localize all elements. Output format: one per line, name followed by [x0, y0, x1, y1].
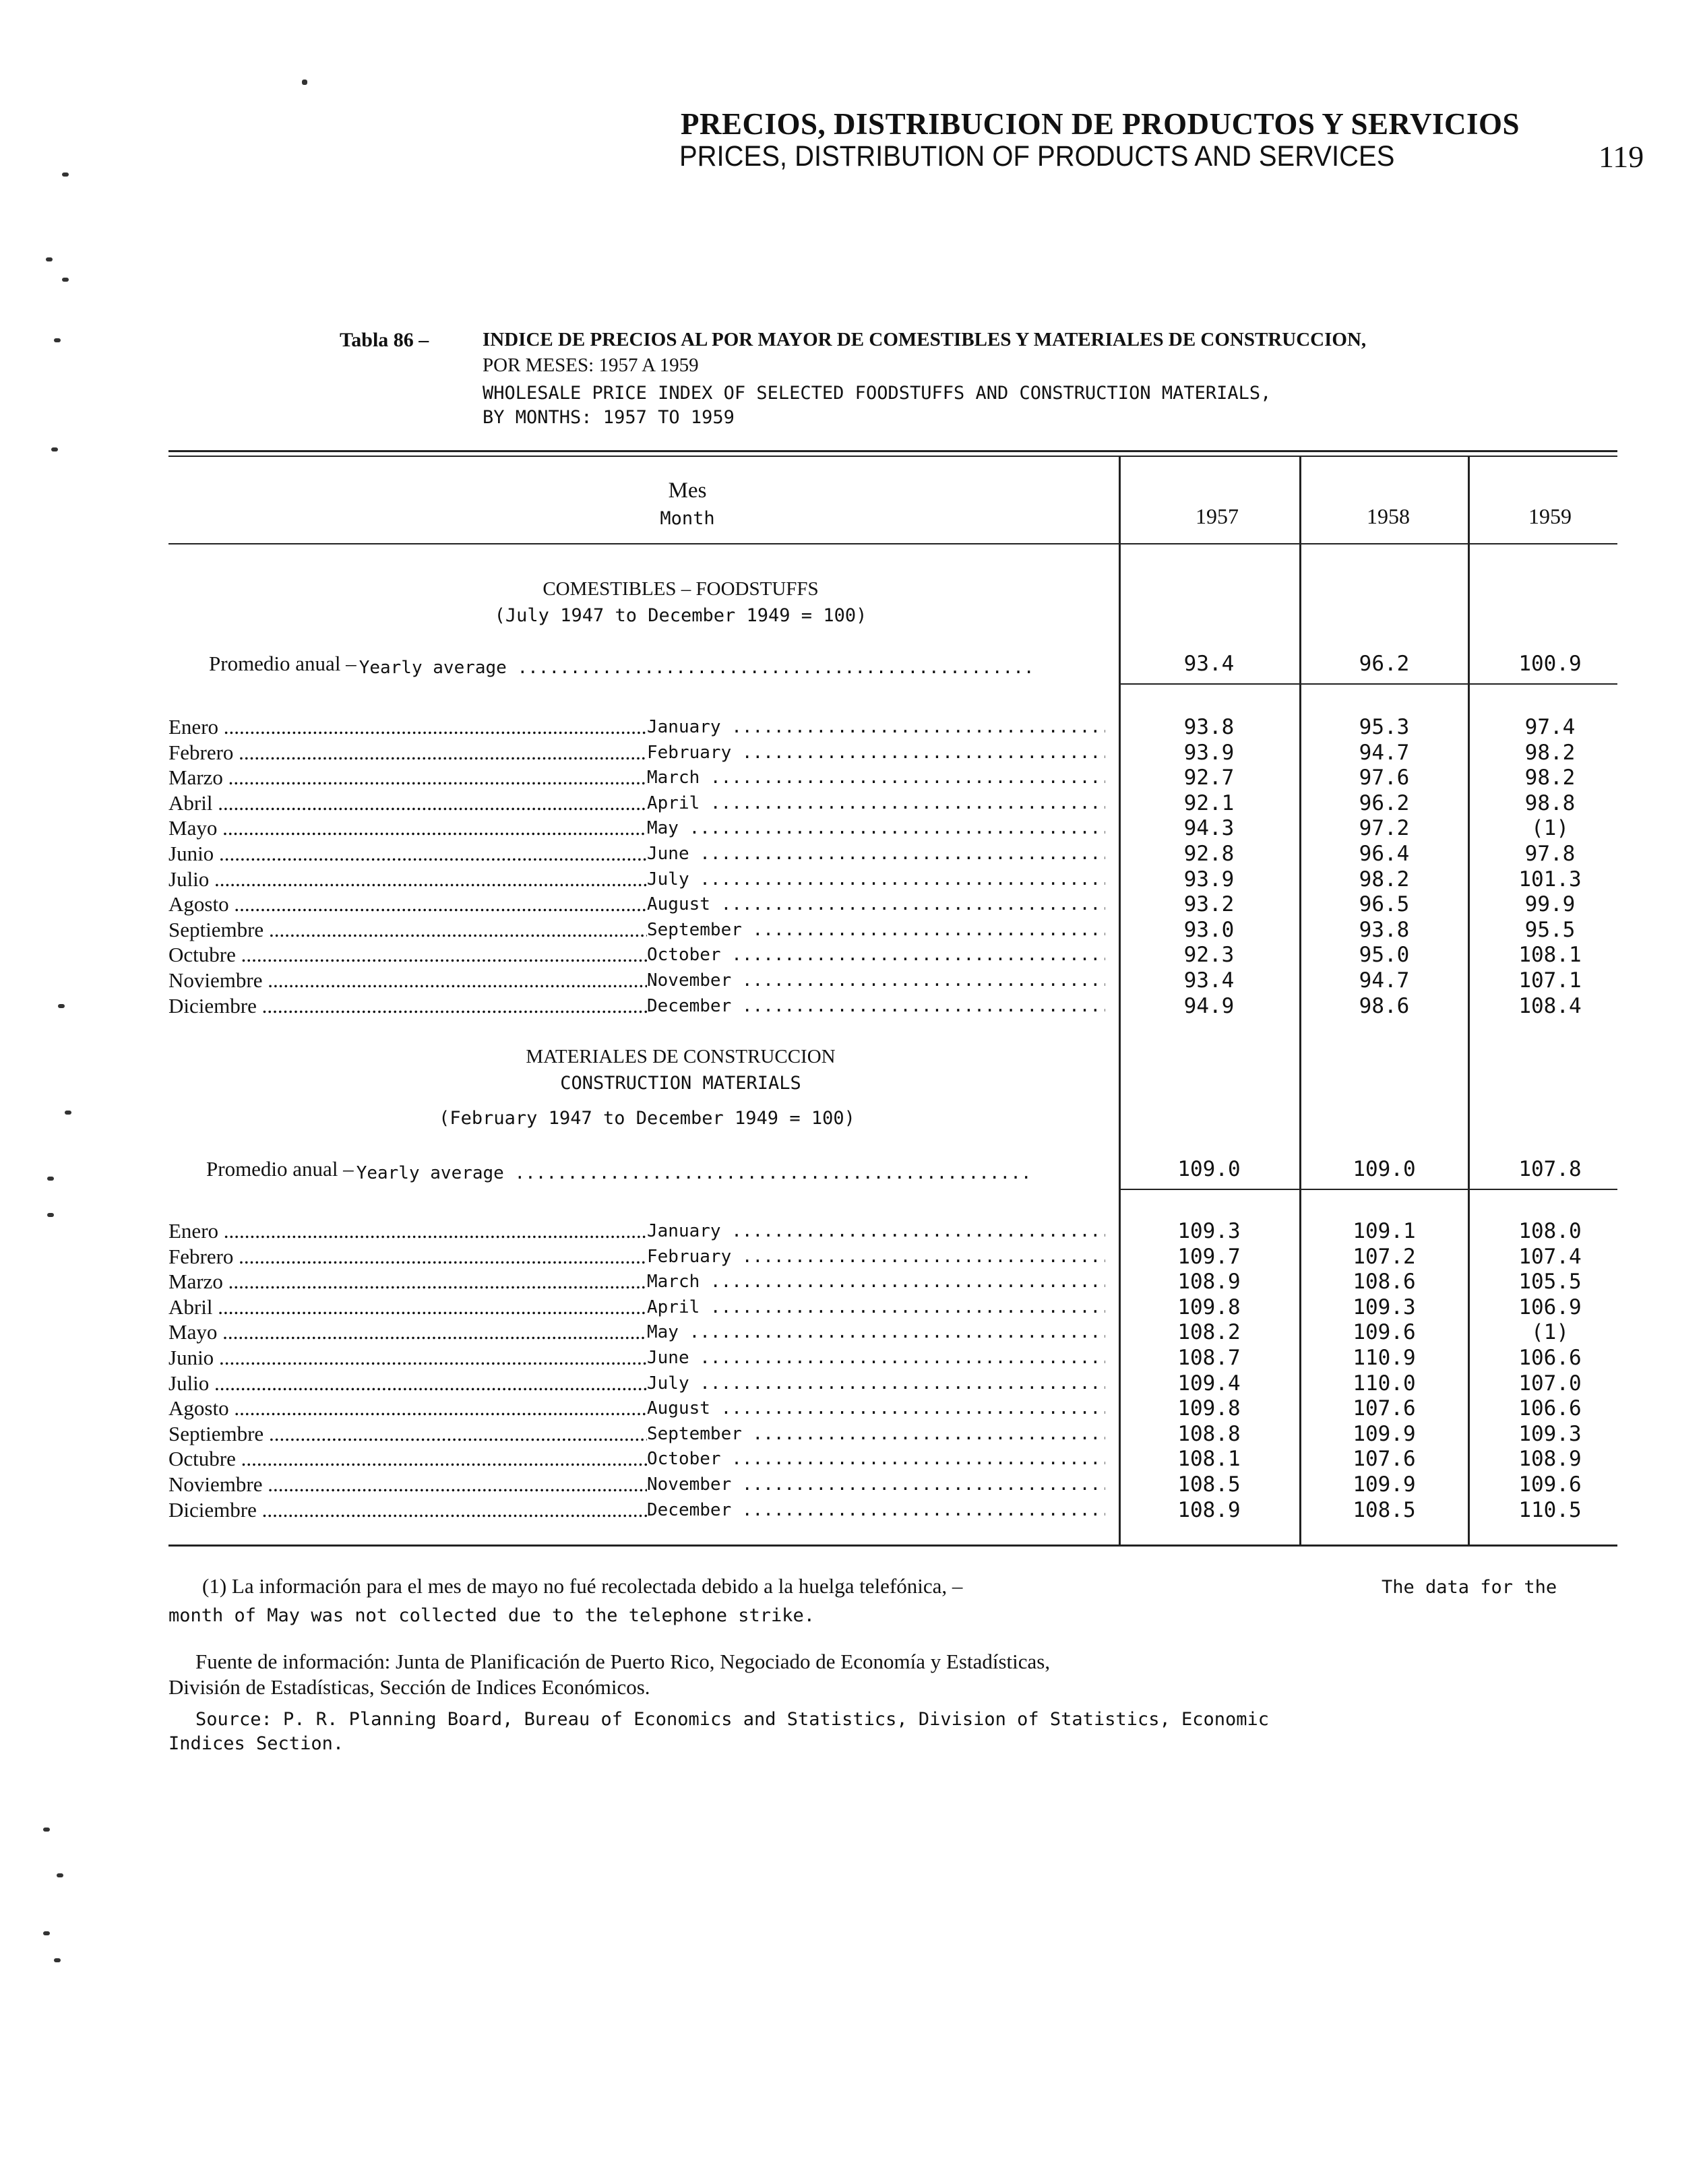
constr-month-es: Marzo ..... [168, 1269, 647, 1294]
food-row [168, 867, 1105, 892]
constr-row [168, 1497, 1105, 1523]
food-month-es: Febrero ..... [168, 740, 647, 766]
constr-month-en: March ..... [647, 1269, 1105, 1294]
food-value-1957: 92.7 [1183, 766, 1235, 790]
food-row [168, 790, 1105, 816]
food-row [168, 815, 1105, 841]
food-month-es: Mayo ..... [168, 815, 647, 841]
food-value-1959: 98.8 [1524, 790, 1576, 815]
food-month-en: August ..... [647, 892, 1105, 917]
food-value-1958: 95.0 [1359, 943, 1410, 968]
constr-average-1958: 109.0 [1353, 1157, 1416, 1181]
food-value-1959: 98.2 [1524, 740, 1576, 765]
constr-value-1958: 107.2 [1353, 1244, 1416, 1269]
constr-value-1958: 109.3 [1353, 1294, 1416, 1319]
food-month-es: Julio ..... [168, 867, 647, 892]
constr-month-en: February ..... [647, 1244, 1105, 1270]
food-value-1958: 96.5 [1359, 892, 1410, 917]
constr-value-1957: 109.8 [1177, 1294, 1241, 1319]
constr-value-1957: 109.7 [1177, 1244, 1241, 1269]
food-month-en: July ..... [647, 867, 1105, 892]
food-value-1957: 93.9 [1183, 867, 1235, 892]
footnote-en-1: The data for the [1382, 1577, 1557, 1598]
constr-value-1959: 107.0 [1518, 1371, 1582, 1396]
constr-month-en: June ..... [647, 1345, 1105, 1371]
food-value-1957: 92.8 [1183, 842, 1235, 866]
scan-speck [47, 1177, 54, 1181]
food-value-1959: 99.9 [1524, 892, 1576, 917]
food-value-1959: 107.1 [1518, 968, 1582, 993]
scan-speck [62, 173, 69, 177]
food-average-1958: 96.2 [1359, 652, 1410, 676]
constr-value-1957: 108.1 [1177, 1447, 1241, 1472]
food-value-1958: 96.2 [1359, 790, 1410, 815]
food-month-en: October ..... [647, 942, 1105, 968]
scan-speck [43, 1828, 50, 1832]
scan-speck [65, 1111, 71, 1115]
constr-heading-es: MATERIALES DE CONSTRUCCION [526, 1046, 836, 1067]
footnote-es: (1) La información para el mes de mayo no fué recolectada debido a la huelga telefónica, – [202, 1574, 963, 1598]
constr-month-es: Diciembre ..... [168, 1497, 647, 1523]
food-month-es: Agosto ..... [168, 892, 647, 917]
food-month-en: May ..... [647, 815, 1105, 841]
constr-heading-en: CONSTRUCTION MATERIALS [560, 1073, 801, 1094]
scan-speck [47, 1213, 54, 1217]
scan-speck [302, 80, 307, 85]
constr-average-1957: 109.0 [1177, 1157, 1241, 1181]
food-value-1959: (1) [1531, 816, 1569, 841]
header-bottom-rule [168, 543, 1617, 544]
constr-value-1957: 108.9 [1177, 1497, 1241, 1522]
constr-value-1959: 108.0 [1518, 1219, 1582, 1243]
food-value-1959: 108.4 [1518, 993, 1582, 1018]
food-value-1957: 94.3 [1183, 816, 1235, 841]
food-month-en: September ..... [647, 917, 1105, 943]
constr-row [168, 1244, 1105, 1270]
constr-month-en: May ..... [647, 1319, 1105, 1345]
constr-month-en: December ..... [647, 1497, 1105, 1523]
constr-value-1959: 108.9 [1518, 1447, 1582, 1472]
food-heading: COMESTIBLES – FOODSTUFFS [542, 578, 819, 600]
food-value-1958: 94.7 [1359, 968, 1410, 993]
food-value-1958: 98.6 [1359, 993, 1410, 1018]
food-value-1958: 93.8 [1359, 917, 1410, 942]
constr-row [168, 1294, 1105, 1320]
header-title-en: PRICES, DISTRIBUTION OF PRODUCTS AND SERVICES [679, 140, 1395, 173]
col-divider-2 [1299, 457, 1301, 1545]
col-year-1957: 1957 [1196, 504, 1239, 528]
constr-row [168, 1319, 1105, 1345]
food-month-en: November ..... [647, 968, 1105, 993]
constr-month-es: Febrero ..... [168, 1244, 647, 1270]
constr-row [168, 1371, 1105, 1396]
constr-value-1959: 109.3 [1518, 1421, 1582, 1446]
food-value-1957: 93.4 [1183, 968, 1235, 993]
source-es-line2: División de Estadísticas, Sección de Indices Económicos. [168, 1675, 650, 1699]
constr-value-1957: 108.9 [1177, 1270, 1241, 1294]
constr-month-es: Mayo ..... [168, 1319, 647, 1345]
food-month-es: Marzo ..... [168, 765, 647, 790]
constr-month-en: October ..... [647, 1446, 1105, 1472]
food-month-en: March ..... [647, 765, 1105, 790]
food-base: (July 1947 to December 1949 = 100) [494, 605, 867, 626]
food-average-row [209, 651, 1033, 677]
constr-value-1957: 109.3 [1177, 1219, 1241, 1243]
constr-value-1958: 107.6 [1353, 1447, 1416, 1472]
food-month-es: Junio ..... [168, 841, 647, 867]
food-value-1957: 93.2 [1183, 892, 1235, 917]
constr-value-1959: 106.9 [1518, 1294, 1582, 1319]
constr-value-1958: 109.6 [1353, 1320, 1416, 1345]
scan-speck [57, 1873, 63, 1877]
scan-speck [54, 1958, 61, 1962]
food-value-1957: 92.1 [1183, 790, 1235, 815]
constr-value-1957: 109.4 [1177, 1371, 1241, 1396]
food-month-es: Octubre ..... [168, 942, 647, 968]
table-title-en-line2: BY MONTHS: 1957 TO 1959 [483, 407, 735, 428]
constr-month-en: August ..... [647, 1396, 1105, 1421]
food-value-1959: 97.4 [1524, 715, 1576, 739]
food-value-1958: 97.2 [1359, 816, 1410, 841]
constr-value-1958: 108.5 [1353, 1497, 1416, 1522]
food-avg-rule [1119, 683, 1617, 685]
table-bottom-rule [168, 1545, 1617, 1547]
constr-month-es: Septiembre ..... [168, 1421, 647, 1447]
food-value-1957: 93.8 [1183, 715, 1235, 739]
constr-row [168, 1421, 1105, 1447]
food-row [168, 942, 1105, 968]
constr-value-1959: 110.5 [1518, 1497, 1582, 1522]
food-month-en: June ..... [647, 841, 1105, 867]
scan-speck [46, 257, 53, 261]
constr-value-1957: 109.8 [1177, 1396, 1241, 1421]
food-month-es: Septiembre ..... [168, 917, 647, 943]
constr-row [168, 1472, 1105, 1497]
constr-month-es: Enero ..... [168, 1218, 647, 1244]
food-row [168, 841, 1105, 867]
col-year-1959: 1959 [1528, 504, 1572, 528]
constr-average-label-en: Yearly average ..... [356, 1160, 1030, 1186]
table-title-en-line1: WHOLESALE PRICE INDEX OF SELECTED FOODSTUFFS AND CONSTRUCTION MATERIALS, [483, 383, 1272, 404]
source-en-line1: Source: P. R. Planning Board, Bureau of Economics and Statistics, Division of Statistics, Economic [195, 1709, 1270, 1730]
constr-value-1959: 105.5 [1518, 1270, 1582, 1294]
food-value-1959: 101.3 [1518, 867, 1582, 892]
food-row [168, 740, 1105, 766]
table-label: Tabla 86 – [340, 329, 429, 351]
constr-month-es: Abril ..... [168, 1294, 647, 1320]
food-value-1959: 98.2 [1524, 766, 1576, 790]
food-value-1959: 95.5 [1524, 917, 1576, 942]
constr-value-1957: 108.8 [1177, 1421, 1241, 1446]
constr-row [168, 1446, 1105, 1472]
food-value-1957: 92.3 [1183, 943, 1235, 968]
constr-avg-rule [1119, 1189, 1617, 1190]
table-top-rule-2 [168, 456, 1617, 457]
constr-value-1959: 107.4 [1518, 1244, 1582, 1269]
constr-month-es: Agosto ..... [168, 1396, 647, 1421]
constr-month-en: November ..... [647, 1472, 1105, 1497]
source-en-line2: Indices Section. [168, 1733, 344, 1754]
food-value-1958: 95.3 [1359, 715, 1410, 739]
food-row [168, 993, 1105, 1019]
food-month-es: Diciembre ..... [168, 993, 647, 1019]
food-value-1958: 94.7 [1359, 740, 1410, 765]
food-average-label-es: Promedio anual – [209, 652, 356, 675]
constr-value-1959: 106.6 [1518, 1396, 1582, 1421]
constr-value-1958: 110.9 [1353, 1346, 1416, 1370]
food-month-en: January ..... [647, 714, 1105, 740]
food-month-es: Enero ..... [168, 714, 647, 740]
food-month-en: December ..... [647, 993, 1105, 1019]
table-title-es-line2: POR MESES: 1957 A 1959 [483, 354, 699, 376]
food-value-1957: 94.9 [1183, 993, 1235, 1018]
food-month-es: Noviembre ..... [168, 968, 647, 993]
scan-speck [58, 1004, 65, 1008]
constr-row [168, 1396, 1105, 1421]
food-average-1959: 100.9 [1518, 652, 1582, 676]
constr-value-1958: 109.9 [1353, 1472, 1416, 1497]
food-month-es: Abril ..... [168, 790, 647, 816]
food-row [168, 892, 1105, 917]
constr-month-en: July ..... [647, 1371, 1105, 1396]
constr-value-1957: 108.5 [1177, 1472, 1241, 1497]
constr-value-1957: 108.7 [1177, 1346, 1241, 1370]
food-row [168, 968, 1105, 993]
constr-value-1957: 108.2 [1177, 1320, 1241, 1345]
food-value-1958: 97.6 [1359, 766, 1410, 790]
constr-value-1959: 106.6 [1518, 1346, 1582, 1370]
constr-month-es: Noviembre ..... [168, 1472, 647, 1497]
constr-value-1958: 108.6 [1353, 1270, 1416, 1294]
constr-month-en: January ..... [647, 1218, 1105, 1244]
food-month-en: February ..... [647, 740, 1105, 766]
col-year-1958: 1958 [1367, 504, 1410, 528]
scan-speck [62, 278, 69, 282]
footnote-en-2: month of May was not collected due to the telephone strike. [168, 1605, 815, 1626]
food-average-1957: 93.4 [1183, 652, 1235, 676]
constr-month-es: Octubre ..... [168, 1446, 647, 1472]
constr-value-1959: 109.6 [1518, 1472, 1582, 1497]
scan-speck [54, 338, 61, 342]
constr-row [168, 1345, 1105, 1371]
food-value-1959: 108.1 [1518, 943, 1582, 968]
constr-value-1958: 109.1 [1353, 1219, 1416, 1243]
food-row [168, 765, 1105, 790]
constr-month-es: Julio ..... [168, 1371, 647, 1396]
constr-month-es: Junio ..... [168, 1345, 647, 1371]
constr-row [168, 1269, 1105, 1294]
table-top-rule [168, 450, 1617, 452]
col-month-es: Mes [668, 478, 707, 503]
col-divider-1 [1119, 457, 1121, 1545]
constr-row [168, 1218, 1105, 1244]
col-month-en: Month [660, 508, 715, 529]
food-value-1958: 98.2 [1359, 867, 1410, 892]
constr-average-1959: 107.8 [1518, 1157, 1582, 1181]
food-value-1959: 97.8 [1524, 842, 1576, 866]
source-es-line1: Fuente de información: Junta de Planificación de Puerto Rico, Negociado de Economía y Estadísticas, [195, 1650, 1051, 1673]
food-month-en: April ..... [647, 790, 1105, 816]
constr-base: (February 1947 to December 1949 = 100) [439, 1108, 855, 1129]
constr-value-1959: (1) [1531, 1320, 1569, 1345]
food-value-1958: 96.4 [1359, 842, 1410, 866]
food-row [168, 714, 1105, 740]
food-value-1957: 93.9 [1183, 740, 1235, 765]
constr-average-row [206, 1156, 1030, 1182]
food-row [168, 917, 1105, 943]
food-average-label-en: Yearly average ..... [359, 655, 1033, 681]
constr-value-1958: 109.9 [1353, 1421, 1416, 1446]
food-value-1957: 93.0 [1183, 917, 1235, 942]
constr-month-en: April ..... [647, 1294, 1105, 1320]
table-title-es-line1: INDICE DE PRECIOS AL POR MAYOR DE COMESTIBLES Y MATERIALES DE CONSTRUCCION, [483, 329, 1367, 350]
constr-month-en: September ..... [647, 1421, 1105, 1447]
header-title-es: PRECIOS, DISTRIBUCION DE PRODUCTOS Y SERVICIOS [681, 107, 1520, 141]
constr-value-1958: 107.6 [1353, 1396, 1416, 1421]
constr-average-label-es: Promedio anual – [206, 1157, 354, 1181]
scan-speck [43, 1931, 50, 1935]
page-number: 119 [1599, 139, 1644, 174]
col-divider-3 [1468, 457, 1470, 1545]
constr-value-1958: 110.0 [1353, 1371, 1416, 1396]
scan-speck [51, 447, 58, 451]
